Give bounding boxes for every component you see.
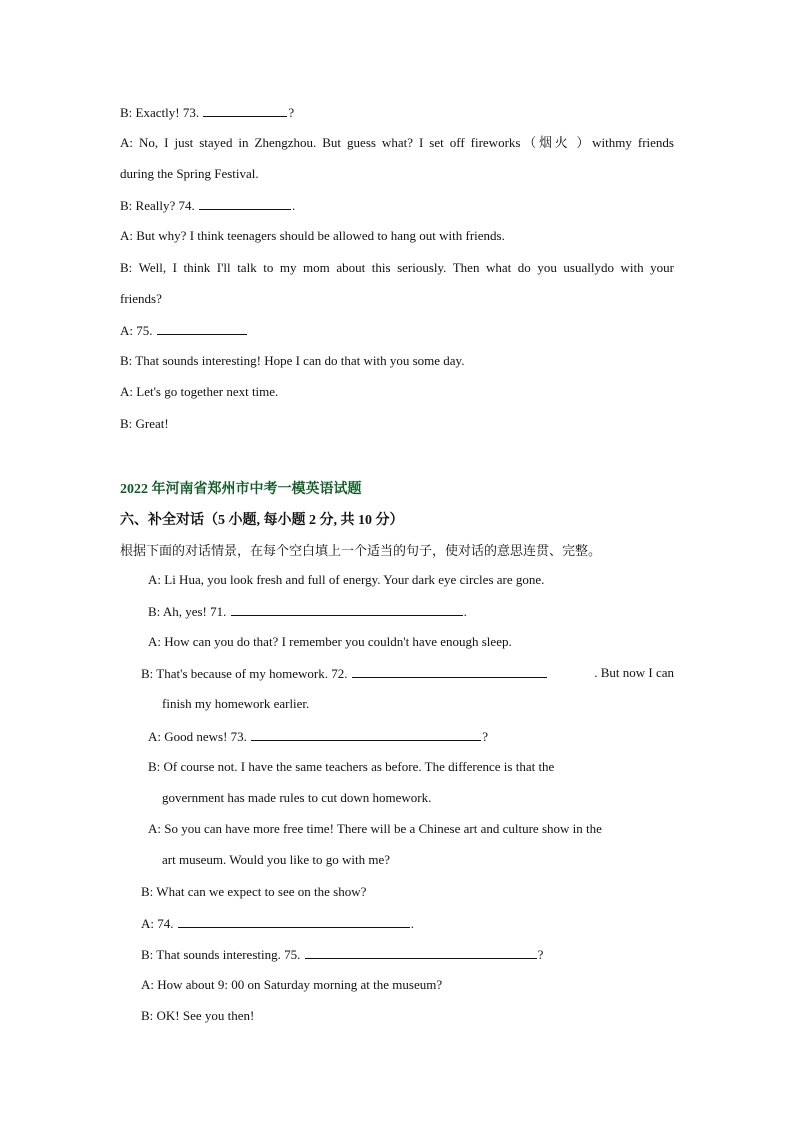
- dialogue1-line: A: Let's go together next time.: [120, 384, 279, 399]
- line-punct: ?: [288, 105, 295, 120]
- dialogue2-line-71: [148, 603, 467, 620]
- answer-blank-75[interactable]: [157, 322, 247, 335]
- dialogue1-line-75: [120, 322, 248, 339]
- dialogue2-line: art museum. Would you like to go with me?: [162, 852, 390, 867]
- line-punct: .: [410, 916, 414, 931]
- dialogue2-line: government has made rules to cut down homework.: [162, 790, 432, 805]
- answer-blank-72[interactable]: [352, 665, 547, 678]
- dialogue1-line-73: [120, 104, 294, 121]
- line-punct: .: [463, 604, 467, 619]
- dialogue1-line: friends?: [120, 291, 162, 306]
- dialogue1-line: A: But why? I think teenagers should be allowed to hang out with friends.: [120, 228, 505, 243]
- line-punct: . But now I can: [594, 665, 674, 680]
- line-text: B: That sounds interesting. 75.: [141, 947, 304, 962]
- line-punct: ?: [482, 729, 488, 744]
- dialogue2-line-74: [141, 915, 414, 932]
- line-text: B: Exactly! 73.: [120, 105, 203, 120]
- dialogue2-line-72: [141, 665, 674, 682]
- instructions: 根据下面的对话情景，在每个空白填上一个适当的句子，使对话的意思连贯、完整。: [120, 544, 602, 559]
- dialogue1-line: A: No, I just stayed in Zhengzhou. But guess what? I set off fireworks（烟火 ）withmy friends: [120, 135, 674, 150]
- dialogue1-line: B: That sounds interesting! Hope I can do that with you some day.: [120, 353, 465, 368]
- dialogue2-line: A: How about 9: 00 on Saturday morning at the museum?: [141, 977, 443, 992]
- line-punct: .: [292, 198, 296, 213]
- dialogue2-line: B: OK! See you then!: [141, 1008, 255, 1023]
- dialogue2-line: B: What can we expect to see on the show?: [141, 884, 367, 899]
- line-text: B: Really? 74.: [120, 198, 198, 213]
- exam-title: 2022 年河南省郑州市中考一模英语试题: [120, 482, 362, 497]
- line-text: A: 75.: [120, 323, 156, 338]
- answer-blank-73[interactable]: [203, 104, 287, 117]
- dialogue1-line: during the Spring Festival.: [120, 166, 259, 181]
- line-punct: ?: [537, 947, 544, 962]
- section-title: 六、补全对话（5 小题, 每小题 2 分, 共 10 分）: [120, 513, 404, 528]
- dialogue1-line: B: Great!: [120, 416, 169, 431]
- dialogue1-line-74: [120, 197, 295, 214]
- dialogue2-line-73: [148, 728, 488, 745]
- answer-blank-74[interactable]: [178, 915, 410, 928]
- dialogue2-line: A: Li Hua, you look fresh and full of energy. Your dark eye circles are gone.: [148, 572, 545, 587]
- dialogue2-line: A: How can you do that? I remember you couldn't have enough sleep.: [148, 634, 512, 649]
- dialogue2-line: A: So you can have more free time! There will be a Chinese art and culture show in the: [148, 821, 602, 836]
- dialogue1-line: B: Well, I think I'll talk to my mom about this seriously. Then what do you usuallydo with your: [120, 260, 674, 275]
- answer-blank-73[interactable]: [251, 728, 481, 741]
- answer-blank-71[interactable]: [231, 603, 463, 616]
- line-text: B: That's because of my homework. 72.: [141, 666, 351, 681]
- dialogue2-line: finish my homework earlier.: [162, 696, 310, 711]
- dialogue2-line: B: Of course not. I have the same teachers as before. The difference is that the: [148, 759, 555, 774]
- dialogue2-line-75: [141, 946, 543, 963]
- line-text: A: 74.: [141, 916, 177, 931]
- answer-blank-74[interactable]: [199, 197, 291, 210]
- line-text: B: Ah, yes! 71.: [148, 604, 230, 619]
- answer-blank-75[interactable]: [305, 946, 537, 959]
- line-text: A: Good news! 73.: [148, 729, 251, 744]
